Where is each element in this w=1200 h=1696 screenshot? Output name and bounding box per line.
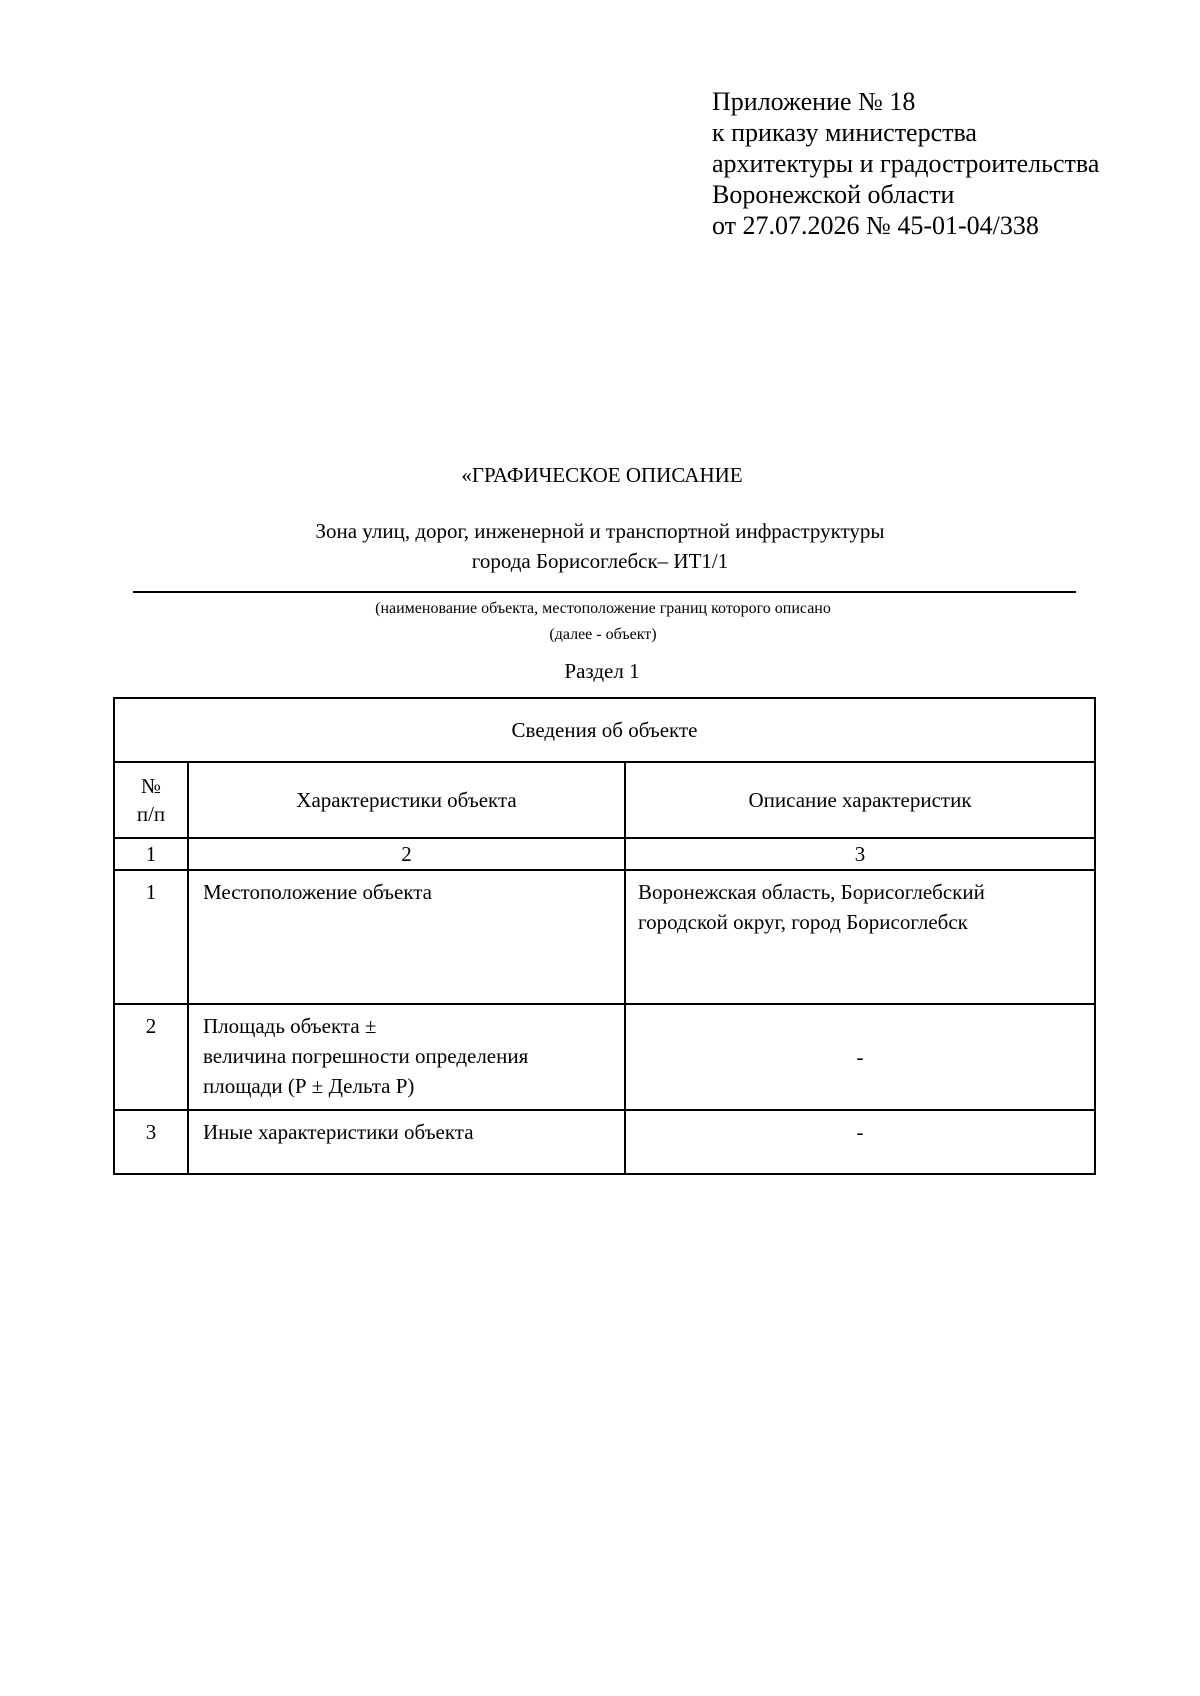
table-header-row [114,762,1095,838]
header-characteristic: Характеристики объекта [188,762,625,838]
document-title: «ГРАФИЧЕСКОЕ ОПИСАНИЕ [461,463,743,487]
appendix-line: Воронежской области [712,180,955,209]
characteristic-line: Иные характеристики объекта [203,1120,474,1144]
table-row [114,1004,1095,1110]
column-number: 3 [625,838,1095,870]
underline-rule [133,591,1076,593]
characteristic-line: величина погрешности определения [203,1044,529,1068]
object-name-note [0,596,1200,648]
header-description: Описание характеристик [625,762,1095,838]
characteristic-line: площади (Р ± Дельта Р) [203,1074,415,1098]
table-caption: Сведения об объекте [114,698,1095,762]
description-line: городской округ, город Борисоглебск [638,910,968,934]
appendix-block [712,86,1099,241]
row-description: - [625,1110,1095,1174]
row-description: - [625,1004,1095,1110]
header-num [114,762,188,838]
table-row [114,870,1095,1004]
column-number: 2 [188,838,625,870]
header-num-line: п/п [136,802,166,826]
note-line: (наименование объекта, местоположение границ которого описано [375,600,831,617]
row-characteristic [188,1110,625,1174]
characteristic-line: Площадь объекта ± [203,1014,377,1038]
appendix-date-number: от 27.07.2026 № 45-01-04/338 [712,211,1039,240]
row-characteristic [188,870,625,1004]
object-name [0,516,1200,576]
row-number: 1 [114,870,188,1004]
row-description [625,870,1095,1004]
header-num-line: № [140,774,162,798]
note-line: (далее - объект) [549,626,657,643]
table-row [114,1110,1095,1174]
row-number: 2 [114,1004,188,1110]
row-characteristic [188,1004,625,1110]
appendix-line: к приказу министерства [712,118,977,147]
object-info-table [113,697,1096,1175]
characteristic-line: Местоположение объекта [203,880,433,904]
description-line: Воронежская область, Борисоглебский [638,880,985,904]
appendix-line: архитектуры и градостроительства [712,149,1100,178]
object-name-line: Зона улиц, дорог, инженерной и транспортной инфраструктуры [315,519,885,543]
row-number: 3 [114,1110,188,1174]
column-number-row [114,838,1095,870]
appendix-line: Приложение № 18 [712,87,916,116]
column-number: 1 [114,838,188,870]
section-title: Раздел 1 [564,659,640,683]
table-caption-row [114,698,1095,762]
object-name-line: города Борисоглебск– ИТ1/1 [471,549,729,573]
